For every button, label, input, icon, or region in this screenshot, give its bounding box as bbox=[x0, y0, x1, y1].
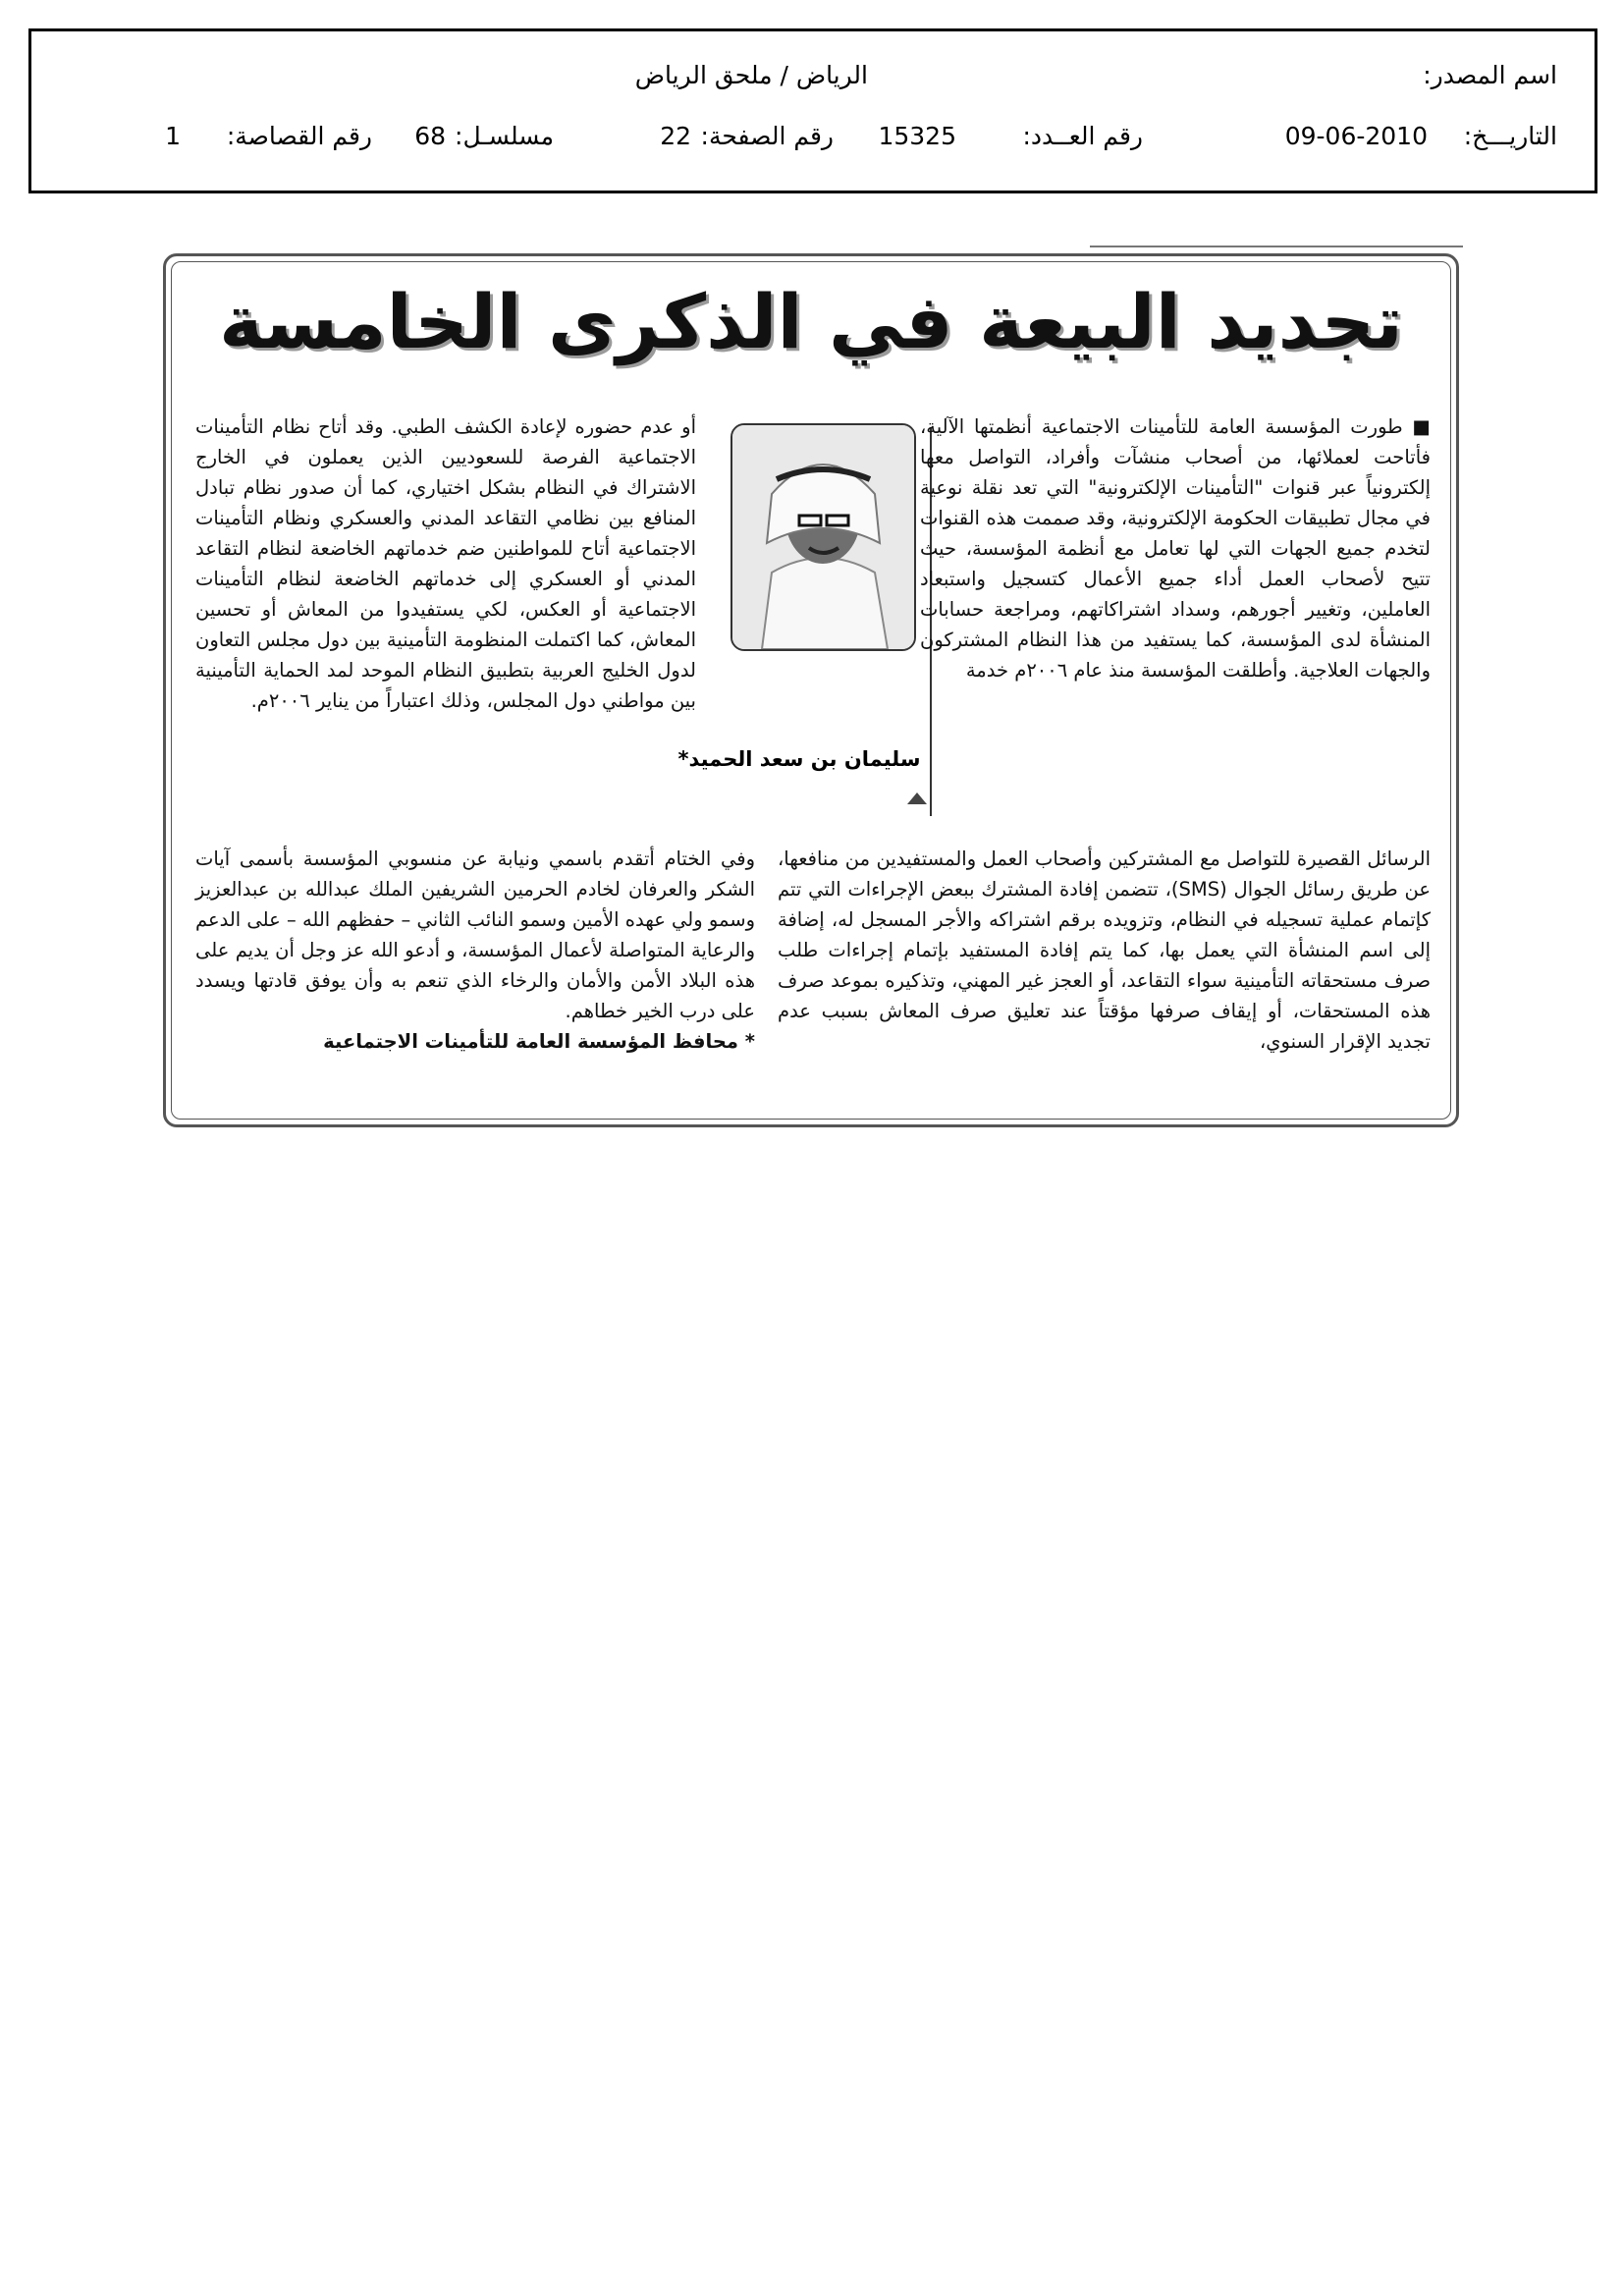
article-clipping bbox=[163, 253, 1459, 1127]
author-photo bbox=[730, 423, 916, 651]
article-paragraph-bottom-right: الرسائل القصيرة للتواصل مع المشتركين وأصحاب العمل والمستفيدين من منافعها، عن طريق رسائل الجوال (SMS)، تتضمن إفادة المشترك ببعض الإجراءات التي تتم كإتمام عملية تسجيله في النظام، وتزويده برقم اشتراكه والأجر المسجل له، إضافة إلى اسم المنشأة التي يعمل بها، كما يتم إفادة المستفيد بإتمام إجراءات طلب صرف مستحقاته التأمينية سواء التقاعد، أو العجز غير المهني، وتذكيره بموعد صرف هذه المستحقات، أو إيقاف صرفها مؤقتاً عند تعليق صرف المعاش بسبب عدم تجديد الإقرار السنوي، bbox=[778, 847, 1431, 1053]
page-label: رقم الصفحة: bbox=[700, 122, 834, 150]
serial-value: 68 bbox=[414, 122, 446, 150]
date-label: التاريـــخ: bbox=[1463, 122, 1557, 150]
metadata-row-details bbox=[31, 122, 1595, 161]
article-column-right bbox=[920, 411, 1431, 685]
source-value: الرياض / ملحق الرياض bbox=[634, 61, 868, 89]
article-column-bottom-right bbox=[778, 844, 1431, 1057]
issue-value: 15325 bbox=[878, 122, 956, 150]
triangle-ornament-icon bbox=[907, 793, 927, 804]
clipping-metadata-box bbox=[28, 28, 1597, 193]
clip-label: رقم القصاصة: bbox=[226, 122, 372, 150]
article-column-bottom-left bbox=[195, 844, 755, 1057]
article-signature: * محافظ المؤسسة العامة للتأمينات الاجتماعية bbox=[323, 1030, 755, 1053]
article-paragraph-right: ■ طورت المؤسسة العامة للتأمينات الاجتماعية أنظمتها الآلية، فأتاحت لعملائها، من أصحاب منشآت وأفراد، التواصل معها إلكترونياً عبر قنوات "التأمينات الإلكترونية" التي تعد نقلة نوعية في مجال تطبيقات الحكومة الإلكترونية، وقد صممت هذه القنوات لتخدم جميع الجهات التي لها تعامل مع أنظمة المؤسسة، حيث تتيح لأصحاب العمل أداء جميع الأعمال كتسجيل واستبعاد العاملين، وتغيير أجورهم، وسداد اشتراكاتهم، ومراجعة حسابات المنشأة لدى المؤسسة، كما يستفيد من هذا النظام المشتركون والجهات العلاجية. وأطلقت المؤسسة منذ عام ٢٠٠٦م خدمة bbox=[920, 415, 1431, 682]
article-paragraph-left: أو عدم حضوره لإعادة الكشف الطبي. وقد أتاح نظام التأمينات الاجتماعية الفرصة للسعوديين الذين يعملون في الخارج الاشتراك في النظام بشكل اختياري، كما أن صدور نظام تبادل المنافع بين نظامي التقاعد المدني والعسكري ونظام التأمينات الاجتماعية أتاح للمواطنين ضم خدماتهم الخاضعة لنظام التقاعد المدني أو العسكري إلى خدماتهم الخاضعة لنظام التأمينات الاجتماعية أو العكس، لكي يستفيدوا من المعاش أو تحسين المعاش، كما اكتملت المنظومة التأمينية بين دول مجلس التعاون لدول الخليج العربية بتطبيق النظام الموحد لمد الحماية التأمينية بين مواطني دول المجلس، وذلك اعتباراً من يناير ٢٠٠٦م. bbox=[195, 415, 696, 712]
date-value: 09-06-2010 bbox=[1284, 122, 1428, 150]
clip-value: 1 bbox=[165, 122, 181, 150]
serial-label: مسلسـل: bbox=[455, 122, 554, 150]
author-photo-caption: سليمان بن سعد الحميد* bbox=[677, 747, 921, 771]
source-label: اسم المصدر: bbox=[1423, 61, 1557, 89]
article-headline: تجديد البيعة في الذكرى الخامسة bbox=[219, 278, 1403, 365]
metadata-row-source bbox=[31, 61, 1595, 100]
article-column-left bbox=[195, 411, 696, 716]
article-paragraph-closing: وفي الختام أتقدم باسمي ونيابة عن منسوبي المؤسسة بأسمى آيات الشكر والعرفان لخادم الحرمين الشريفين الملك عبدالله بن عبدالعزيز وسمو ولي عهده الأمين وسمو النائب الثاني – حفظهم الله – على الدعم والرعاية المتواصلة لأعمال المؤسسة، و أدعو الله عز وجل أن يديم على هذه البلاد الأمن والأمان والرخاء الذي تنعم به وأن يوفق قادتها ويسدد على درب الخير خطاهم. bbox=[195, 847, 755, 1022]
issue-label: رقم العــدد: bbox=[1022, 122, 1143, 150]
author-portrait-icon bbox=[732, 425, 914, 649]
page-value: 22 bbox=[660, 122, 691, 150]
top-divider bbox=[1090, 246, 1463, 247]
